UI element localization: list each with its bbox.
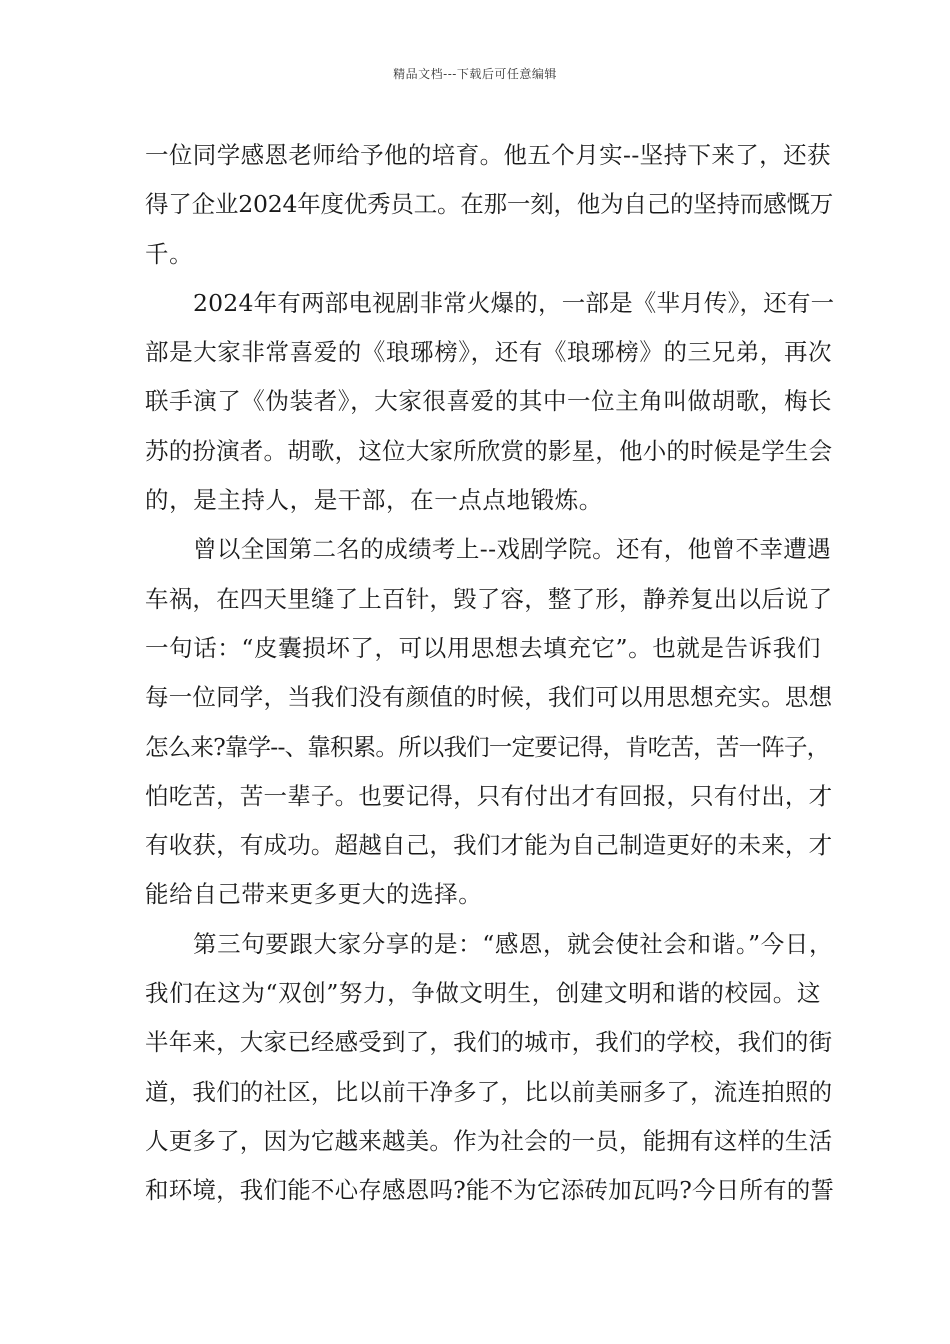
body-line: 千。 (145, 239, 194, 268)
page-header: 精品文档---下载后可任意编辑 (393, 67, 557, 81)
body-line: 联手演了《伪装者》，大家很喜爱的其中一位主角叫做胡歌，梅长 (145, 387, 833, 416)
document-body (145, 131, 835, 1216)
paragraph-first-line: 第三句要跟大家分享的是：“感恩，就会使社会和谐。”今日， (193, 929, 834, 958)
body-line: 一位同学感恩老师给予他的培育。他五个月实--坚持下来了，还获 (145, 141, 831, 169)
body-line: 车祸，在四天里缝了上百针，毁了容，整了形，静养复出以后说了 (145, 584, 833, 613)
body-line: 每一位同学，当我们没有颜值的时候，我们可以用思想充实。思想 (145, 683, 833, 712)
body-line: 怎么来?靠学--、靠积累。所以我们一定要记得，肯吃苦，苦一阵子， (145, 732, 830, 761)
body-line: 怕吃苦，苦一辈子。也要记得，只有付出才有回报，只有付出，才 (145, 781, 833, 810)
body-line: 部是大家非常喜爱的《琅琊榜》，还有《琅琊榜》的三兄弟，再次 (145, 338, 833, 367)
body-line: 苏的扮演者。胡歌，这位大家所欣赏的影星，他小的时候是学生会 (145, 436, 833, 465)
paragraph-first-line: 2024年有两部电视剧非常火爆的，一部是《芈月传》，还有一 (193, 288, 835, 317)
body-line: 一句话：“皮囊损坏了，可以用思想去填充它”。也就是告诉我们 (145, 633, 821, 662)
body-line: 能给自己带来更多更大的选择。 (145, 880, 483, 909)
body-line: 和环境，我们能不心存感恩吗?能不为它添砖加瓦吗?今日所有的誓 (145, 1176, 835, 1205)
body-line: 道，我们的社区，比以前干净多了，比以前美丽多了，流连拍照的 (145, 1077, 833, 1106)
body-line: 的，是主持人，是干部，在一点点地锻炼。 (145, 486, 603, 515)
body-line: 有收获，有成功。超越自己，我们才能为自己制造更好的未来，才 (145, 831, 833, 860)
body-line: 半年来，大家已经感受到了，我们的城市，我们的学校，我们的街 (145, 1028, 833, 1057)
paragraph-first-line: 曾以全国第二名的成绩考上--戏剧学院。还有，他曾不幸遭遇 (193, 535, 832, 564)
body-line: 我们在这为“双创”努力，争做文明生，创建文明和谐的校园。这 (145, 979, 821, 1008)
body-line: 得了企业2024年度优秀员工。在那一刻，他为自己的坚持而感慨万 (145, 190, 834, 219)
body-line: 人更多了，因为它越来越美。作为社会的一员，能拥有这样的生活 (145, 1126, 833, 1155)
